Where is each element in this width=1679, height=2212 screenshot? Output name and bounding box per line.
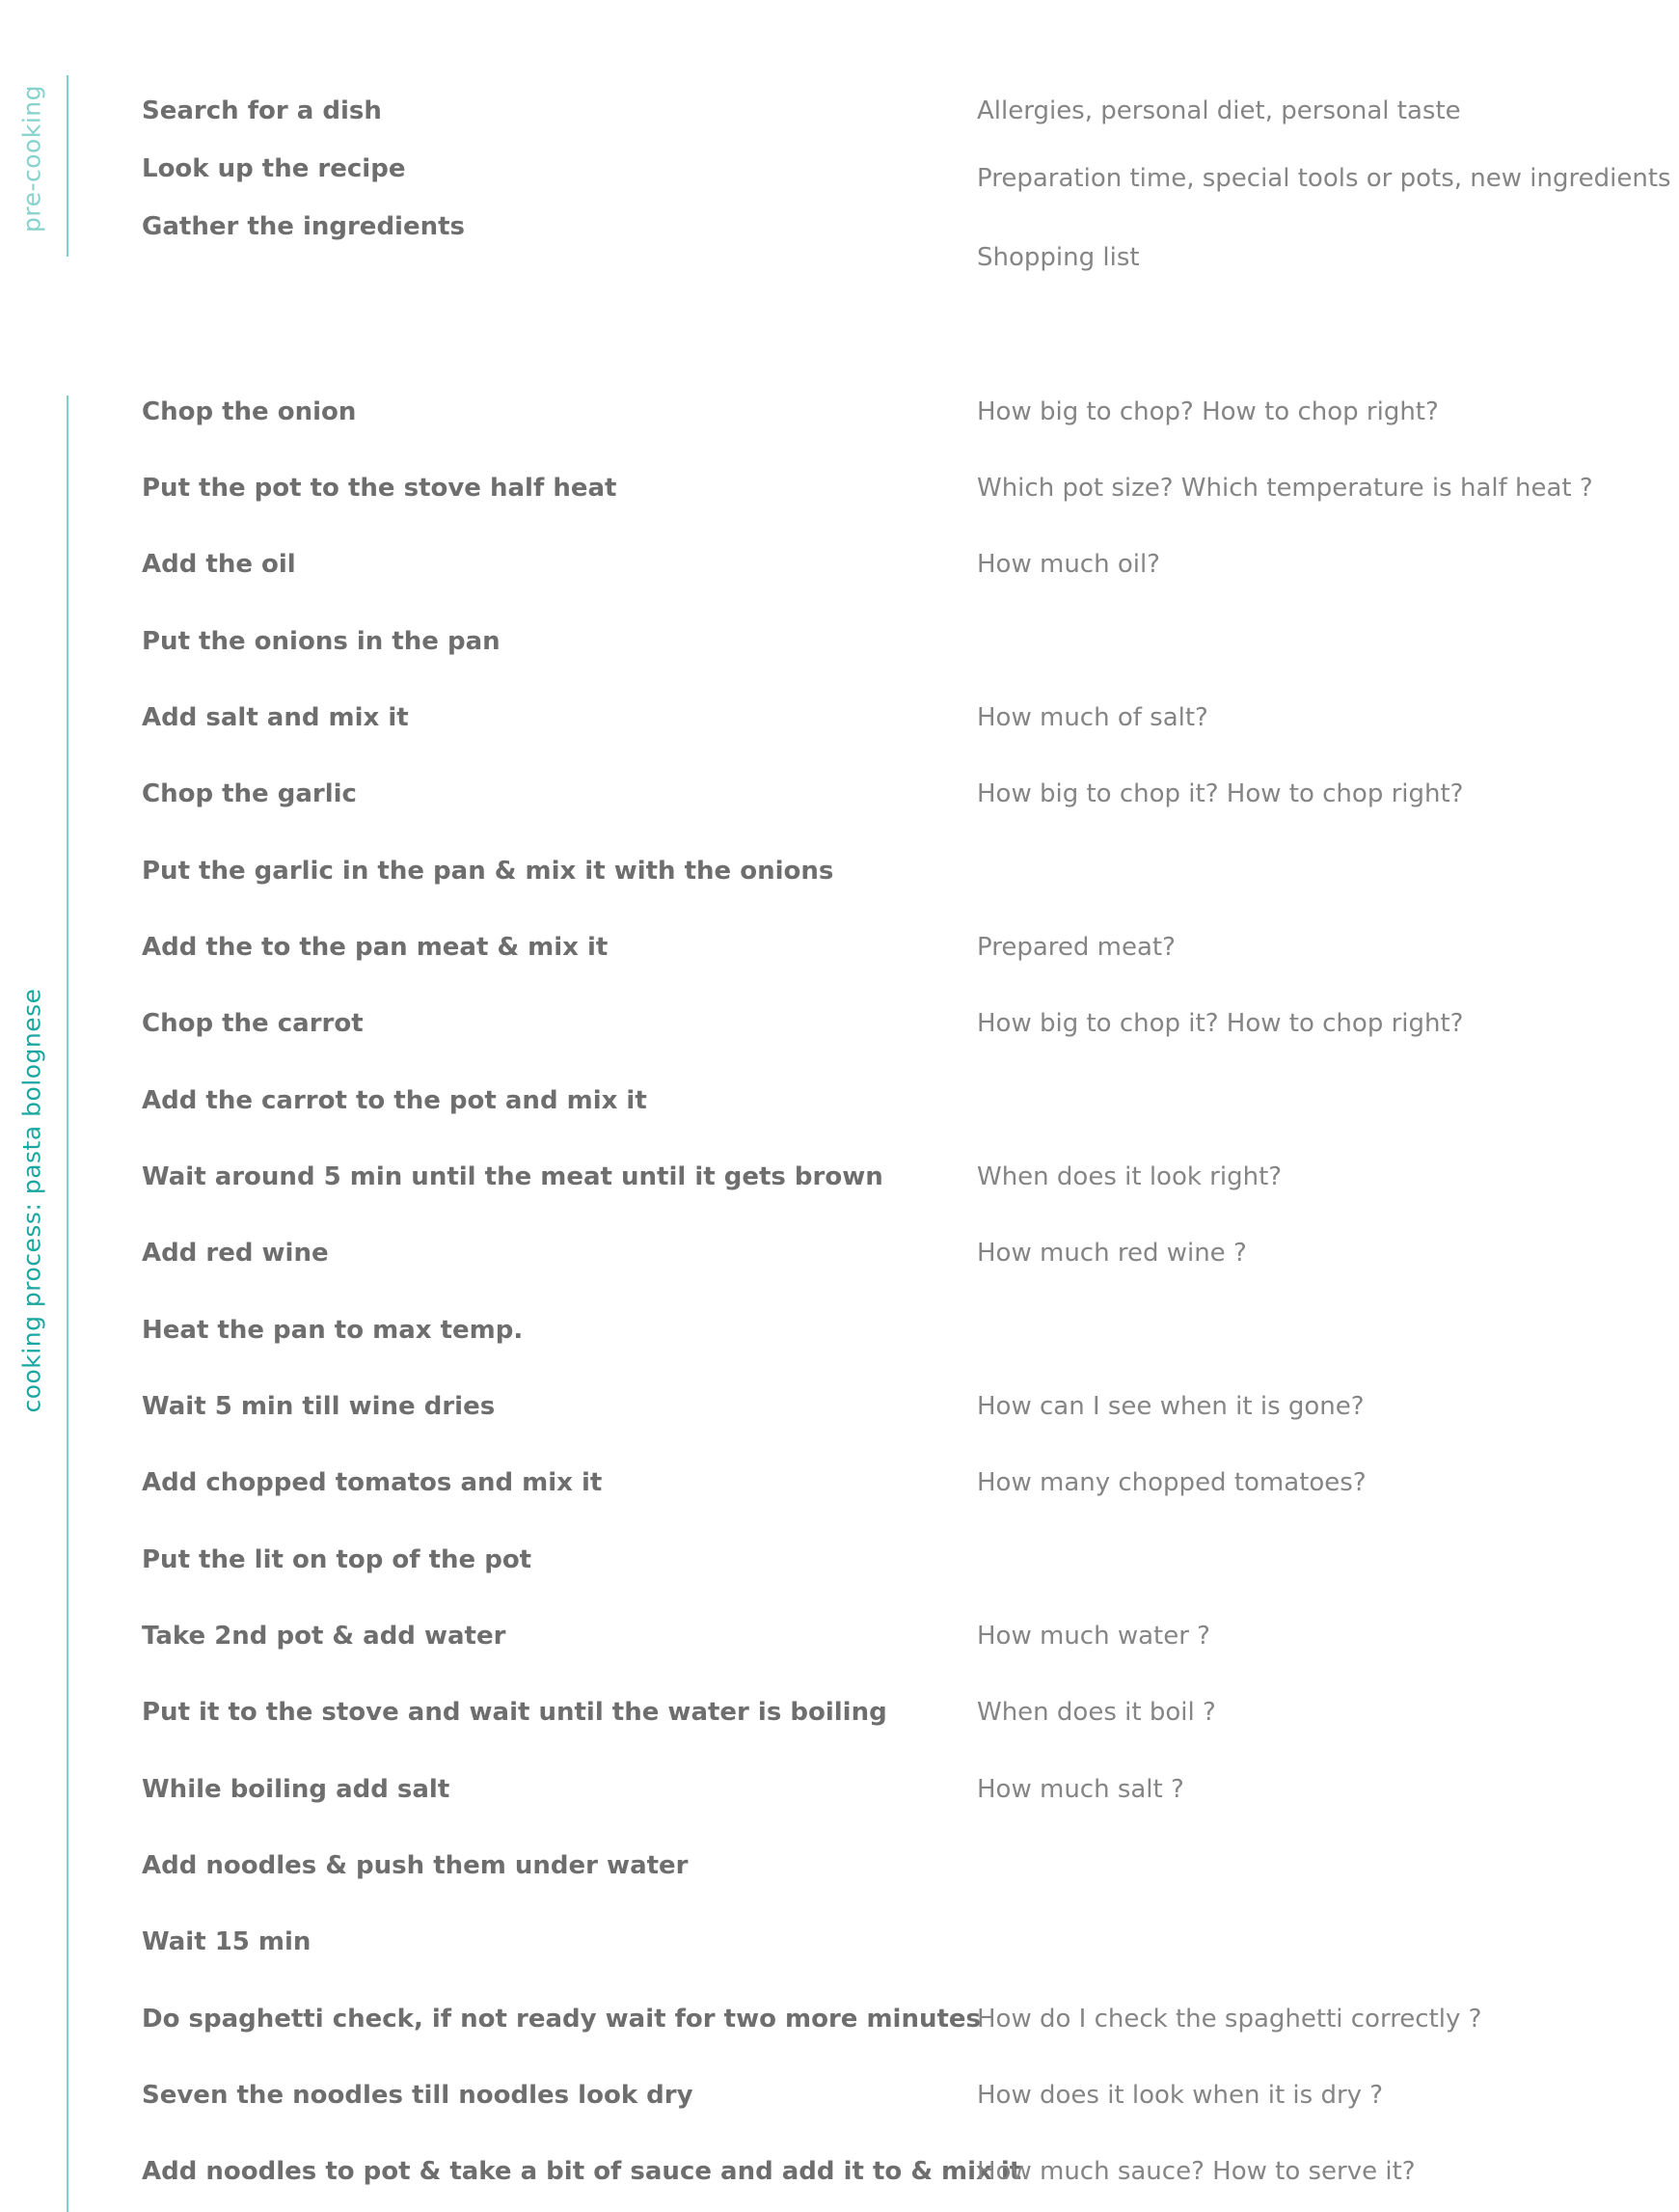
cooking-process-section [0,396,1679,2212]
step-text: Add noodles to pot & take a bit of sauce and add it to & mix it [142,2157,1022,2186]
step-text: Search for a dish [142,96,382,125]
step-text: Add the carrot to the pot and mix it [142,1086,647,1115]
step-text: Heat the pan to max temp. [142,1316,524,1345]
note-text: Which pot size? Which temperature is half heat ? [977,474,1593,503]
step-text: Chop the carrot [142,1009,364,1038]
note-text: How much sauce? How to serve it? [977,2157,1416,2186]
step-text: Add the oil [142,550,296,579]
step-text: Put the lit on top of the pot [142,1545,532,1574]
section-divider [67,396,68,2212]
section-divider [67,75,68,257]
step-text: While boiling add salt [142,1775,450,1804]
note-text: How much red wine ? [977,1239,1247,1268]
note-text: When does it look right? [977,1162,1283,1191]
step-text: Put the garlic in the pan & mix it with the onions [142,857,834,886]
note-text: How does it look when it is dry ? [977,2081,1384,2110]
step-text: Gather the ingredients [142,212,466,241]
note-text: How much water ? [977,1622,1210,1651]
step-text: Chop the garlic [142,779,357,808]
step-text: Wait around 5 min until the meat until it gets brown [142,1162,883,1191]
step-text: Add salt and mix it [142,703,409,732]
note-text: When does it boil ? [977,1698,1216,1727]
note-text: How big to chop? How to chop right? [977,397,1439,426]
step-text: Add red wine [142,1239,329,1268]
note-text: How much oil? [977,550,1160,579]
step-text: Wait 15 min [142,1927,311,1956]
step-text: Put the pot to the stove half heat [142,474,617,503]
note-text: How can I see when it is gone? [977,1392,1365,1421]
section-label: cooking process: pasta bolognese [17,988,46,1413]
step-text: Put the onions in the pan [142,627,501,656]
note-text: How much salt ? [977,1775,1184,1804]
note-text: Allergies, personal diet, personal taste [977,96,1461,125]
note-text: How do I check the spaghetti correctly ? [977,2005,1482,2034]
step-text: Take 2nd pot & add water [142,1622,506,1651]
note-text: Preparation time, special tools or pots, new ingredients [977,164,1671,193]
step-text: Wait 5 min till wine dries [142,1392,496,1421]
note-text: Prepared meat? [977,933,1176,962]
note-text: How many chopped tomatoes? [977,1468,1367,1497]
section-label: pre-cooking [17,85,46,232]
step-text: Seven the noodles till noodles look dry [142,2081,693,2110]
step-text: Put it to the stove and wait until the water is boiling [142,1698,887,1727]
note-text: How big to chop it? How to chop right? [977,1009,1464,1038]
note-text: How much of salt? [977,703,1208,732]
note-text: Shopping list [977,243,1140,272]
step-text: Add the to the pan meat & mix it [142,933,609,962]
pre-cooking-section [0,75,1679,272]
step-text: Look up the recipe [142,154,406,183]
step-text: Chop the onion [142,397,357,426]
note-text: How big to chop it? How to chop right? [977,779,1464,808]
step-text: Add noodles & push them under water [142,1851,689,1880]
step-text: Add chopped tomatos and mix it [142,1468,603,1497]
step-text: Do spaghetti check, if not ready wait for two more minutes [142,2005,982,2034]
